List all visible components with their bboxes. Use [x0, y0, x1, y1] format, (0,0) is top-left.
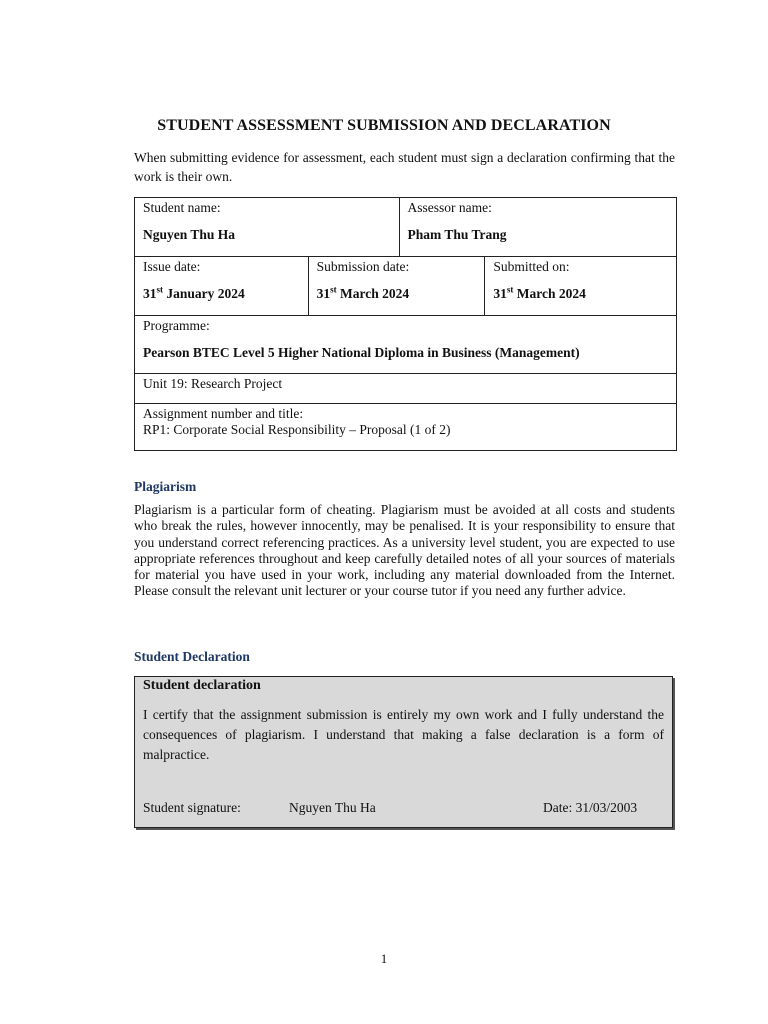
assessor-name-value: Pham Thu Trang — [407, 227, 507, 242]
assignment-value: RP1: Corporate Social Responsibility – Proposal (1 of 2) — [143, 422, 451, 437]
submitted-on-value: 31st March 2024 — [493, 284, 586, 301]
submission-date-cell — [308, 257, 485, 316]
student-name-label: Student name: — [143, 200, 221, 215]
submission-info-table — [134, 197, 677, 451]
issue-date-cell — [135, 257, 309, 316]
unit-cell — [135, 374, 677, 404]
programme-label: Programme: — [143, 318, 210, 333]
page-number: 1 — [380, 951, 388, 966]
assignment-cell — [135, 404, 677, 451]
plagiarism-heading: Plagiarism — [134, 479, 197, 494]
signature-name: Nguyen Thu Ha — [289, 800, 376, 815]
unit-value: Unit 19: Research Project — [143, 376, 283, 391]
declaration-date: Date: 31/03/2003 — [543, 800, 638, 815]
intro-text: When submitting evidence for assessment, each student must sign a declaration confirming that the work is their own. — [134, 150, 675, 184]
declaration-box-title: Student declaration — [143, 678, 261, 693]
plagiarism-text: Plagiarism is a particular form of cheating. Plagiarism must be avoided at all costs and students who break the rules, however innocently, may be penalised. It is your responsibility to ensure that you understand correct referencing practices. As a university level student, you are expected to use appropriate references throughout and keep carefully detailed notes of all your sources of materials for material you have used in your work, including any material downloaded from the Internet. Please consult the relevant unit lecturer or your course tutor if you need any further advice. — [134, 502, 675, 599]
assignment-label: Assignment number and title: — [143, 406, 304, 421]
submission-date-label: Submission date: — [316, 259, 410, 274]
submitted-on-cell — [485, 257, 677, 316]
declaration-box — [134, 676, 673, 828]
student-name-value: Nguyen Thu Ha — [143, 227, 236, 242]
programme-cell — [135, 316, 677, 374]
document-title: STUDENT ASSESSMENT SUBMISSION AND DECLARATION — [157, 117, 611, 134]
student-name-cell — [135, 198, 400, 257]
submission-date-value: 31st March 2024 — [316, 284, 410, 301]
issue-date-value: 31st January 2024 — [143, 284, 245, 301]
programme-value: Pearson BTEC Level 5 Higher National Diploma in Business (Management) — [143, 345, 580, 360]
student-declaration-heading: Student Declaration — [134, 649, 250, 664]
submitted-on-label: Submitted on: — [493, 259, 570, 274]
issue-date-label: Issue date: — [143, 259, 201, 274]
declaration-text: I certify that the assignment submission is entirely my own work and I fully understand the consequences of plagiarism. I understand that making a false declaration is a form of malpractice. — [143, 707, 664, 762]
assessor-name-label: Assessor name: — [407, 200, 492, 215]
assessor-name-cell — [399, 198, 677, 257]
signature-label: Student signature: — [143, 800, 241, 815]
